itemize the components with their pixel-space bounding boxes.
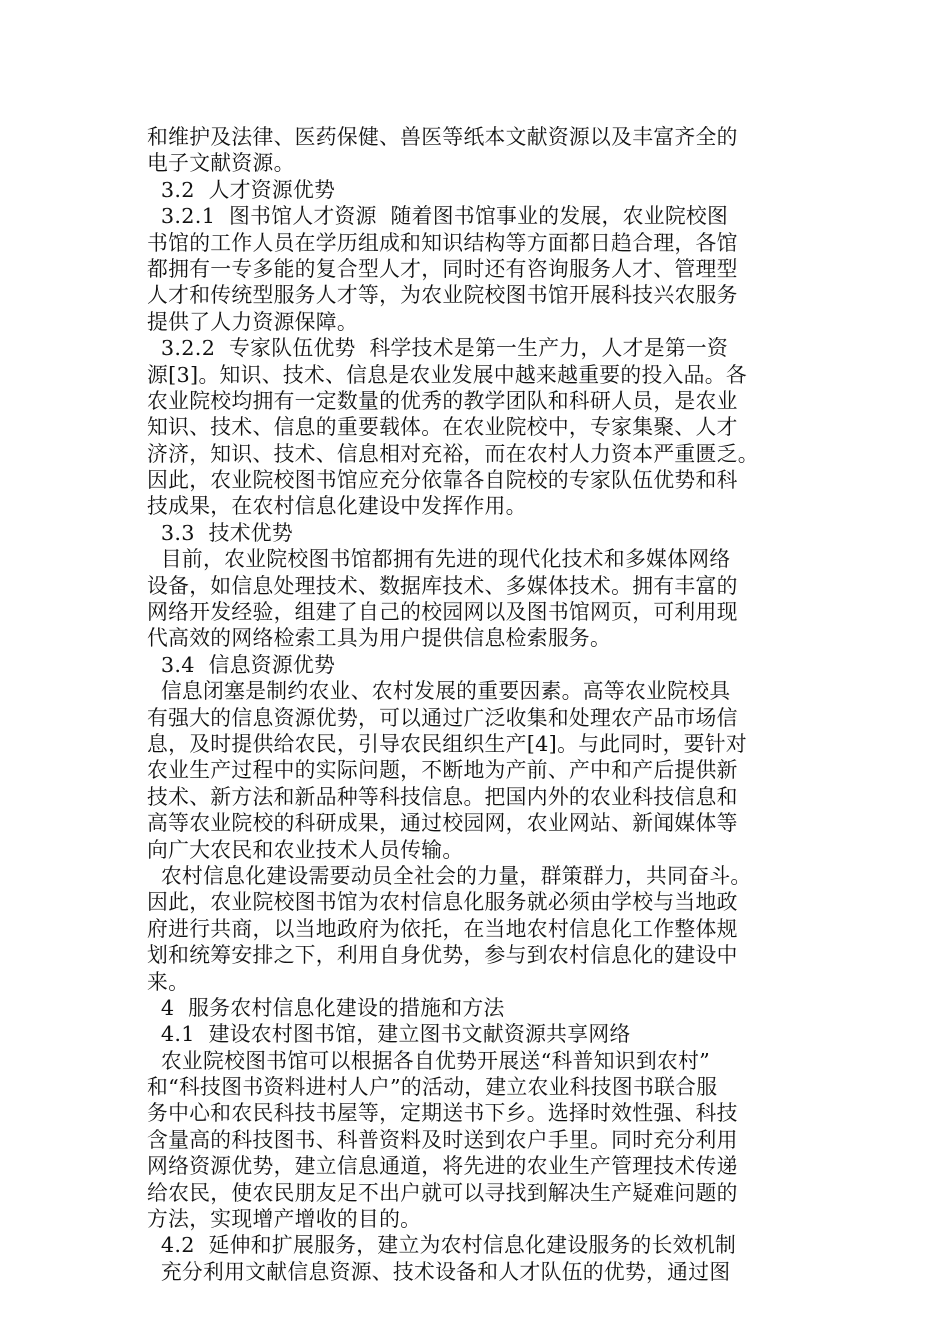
text-line: 都拥有一专多能的复合型人才，同时还有咨询服务人才、管理型 xyxy=(147,256,738,281)
text-line: 方法，实现增产增收的目的。 xyxy=(147,1207,422,1232)
text-line: 府进行共商，以当地政府为依托，在当地农村信息化工作整体规 xyxy=(147,916,738,941)
text-line: 知识、技术、信息的重要载体。在农业院校中，专家集聚、人才 xyxy=(147,415,738,440)
text-line: 提供了人力资源保障。 xyxy=(147,309,358,334)
text-line: 电子文献资源。 xyxy=(147,151,295,176)
chapter-heading: 4 服务农村信息化建设的措施和方法 xyxy=(147,995,505,1020)
text-line: 含量高的科技图书、科普资料及时送到农户手里。同时充分利用 xyxy=(147,1127,738,1152)
text-line: 有强大的信息资源优势，可以通过广泛收集和处理农产品市场信 xyxy=(147,705,738,730)
text-line: 高等农业院校的科研成果，通过校园网，农业网站、新闻媒体等 xyxy=(147,811,738,836)
text-line: 源[3]。知识、技术、信息是农业发展中越来越重要的投入品。各 xyxy=(147,362,747,387)
text-line: 人才和传统型服务人才等，为农业院校图书馆开展科技兴农服务 xyxy=(147,283,738,308)
section-heading: 4.1 建设农村图书馆，建立图书文献资源共享网络 xyxy=(147,1022,631,1047)
text-line: 书馆的工作人员在学历组成和知识结构等方面都日趋合理，各馆 xyxy=(147,230,738,255)
text-line: 划和统筹安排之下，利用自身优势，参与到农村信息化的建设中 xyxy=(147,943,738,968)
text-line: 农业院校均拥有一定数量的优秀的教学团队和科研人员，是农业 xyxy=(147,388,738,413)
text-line: 给农民，使农民朋友足不出户就可以寻找到解决生产疑难问题的 xyxy=(147,1180,738,1205)
text-line: 设备，如信息处理技术、数据库技术、多媒体技术。拥有丰富的 xyxy=(147,573,738,598)
text-line: 目前，农业院校图书馆都拥有先进的现代化技术和多媒体网络 xyxy=(147,547,731,572)
section-heading: 3.4 信息资源优势 xyxy=(147,652,336,677)
text-line: 农业生产过程中的实际问题，不断地为产前、产中和产后提供新 xyxy=(147,758,738,783)
text-line: 因此，农业院校图书馆为农村信息化服务就必须由学校与当地政 xyxy=(147,890,738,915)
text-line: 因此，农业院校图书馆应充分依靠各自院校的专家队伍优势和科 xyxy=(147,468,738,493)
body-text xyxy=(147,124,787,1285)
text-line: 务中心和农民科技书屋等，定期送书下乡。选择时效性强、科技 xyxy=(147,1101,738,1126)
text-line: 网络开发经验，组建了自己的校园网以及图书馆网页，可利用现 xyxy=(147,600,738,625)
text-line: 和维护及法律、医药保健、兽医等纸本文献资源以及丰富齐全的 xyxy=(147,125,738,149)
text-line: 向广大农民和农业技术人员传输。 xyxy=(147,837,464,862)
subsection-heading: 3.2.2 专家队伍优势 科学技术是第一生产力，人才是第一资 xyxy=(147,336,729,361)
section-heading: 3.3 技术优势 xyxy=(147,520,294,545)
subsection-heading: 3.2.1 图书馆人才资源 随着图书馆事业的发展，农业院校图 xyxy=(147,204,729,229)
text-line: 农业院校图书馆可以根据各自优势开展送“科普知识到农村” xyxy=(147,1048,711,1073)
text-line: 息，及时提供给农民，引导农民组织生产[4]。与此同时，要针对 xyxy=(147,731,747,756)
text-line: 技术、新方法和新品种等科技信息。把国内外的农业科技信息和 xyxy=(147,784,738,809)
text-line: 信息闭塞是制约农业、农村发展的重要因素。高等农业院校具 xyxy=(147,679,731,704)
text-line: 充分利用文献信息资源、技术设备和人才队伍的优势，通过图 xyxy=(147,1259,731,1284)
text-line: 来。 xyxy=(147,969,190,994)
text-line: 济济，知识、技术、信息相对充裕，而在农村人力资本严重匮乏。 xyxy=(147,441,759,466)
text-line: 农村信息化建设需要动员全社会的力量，群策群力，共同奋斗。 xyxy=(147,863,752,888)
text-line: 代高效的网络检索工具为用户提供信息检索服务。 xyxy=(147,626,612,651)
text-line: 网络资源优势，建立信息通道，将先进的农业生产管理技术传递 xyxy=(147,1154,738,1179)
section-heading: 4.2 延伸和扩展服务，建立为农村信息化建设服务的长效机制 xyxy=(147,1233,737,1258)
section-heading: 3.2 人才资源优势 xyxy=(147,177,336,202)
text-line: 和“科技图书资料进村人户”的活动，建立农业科技图书联合服 xyxy=(147,1075,718,1100)
text-line: 技成果，在农村信息化建设中发挥作用。 xyxy=(147,494,527,519)
